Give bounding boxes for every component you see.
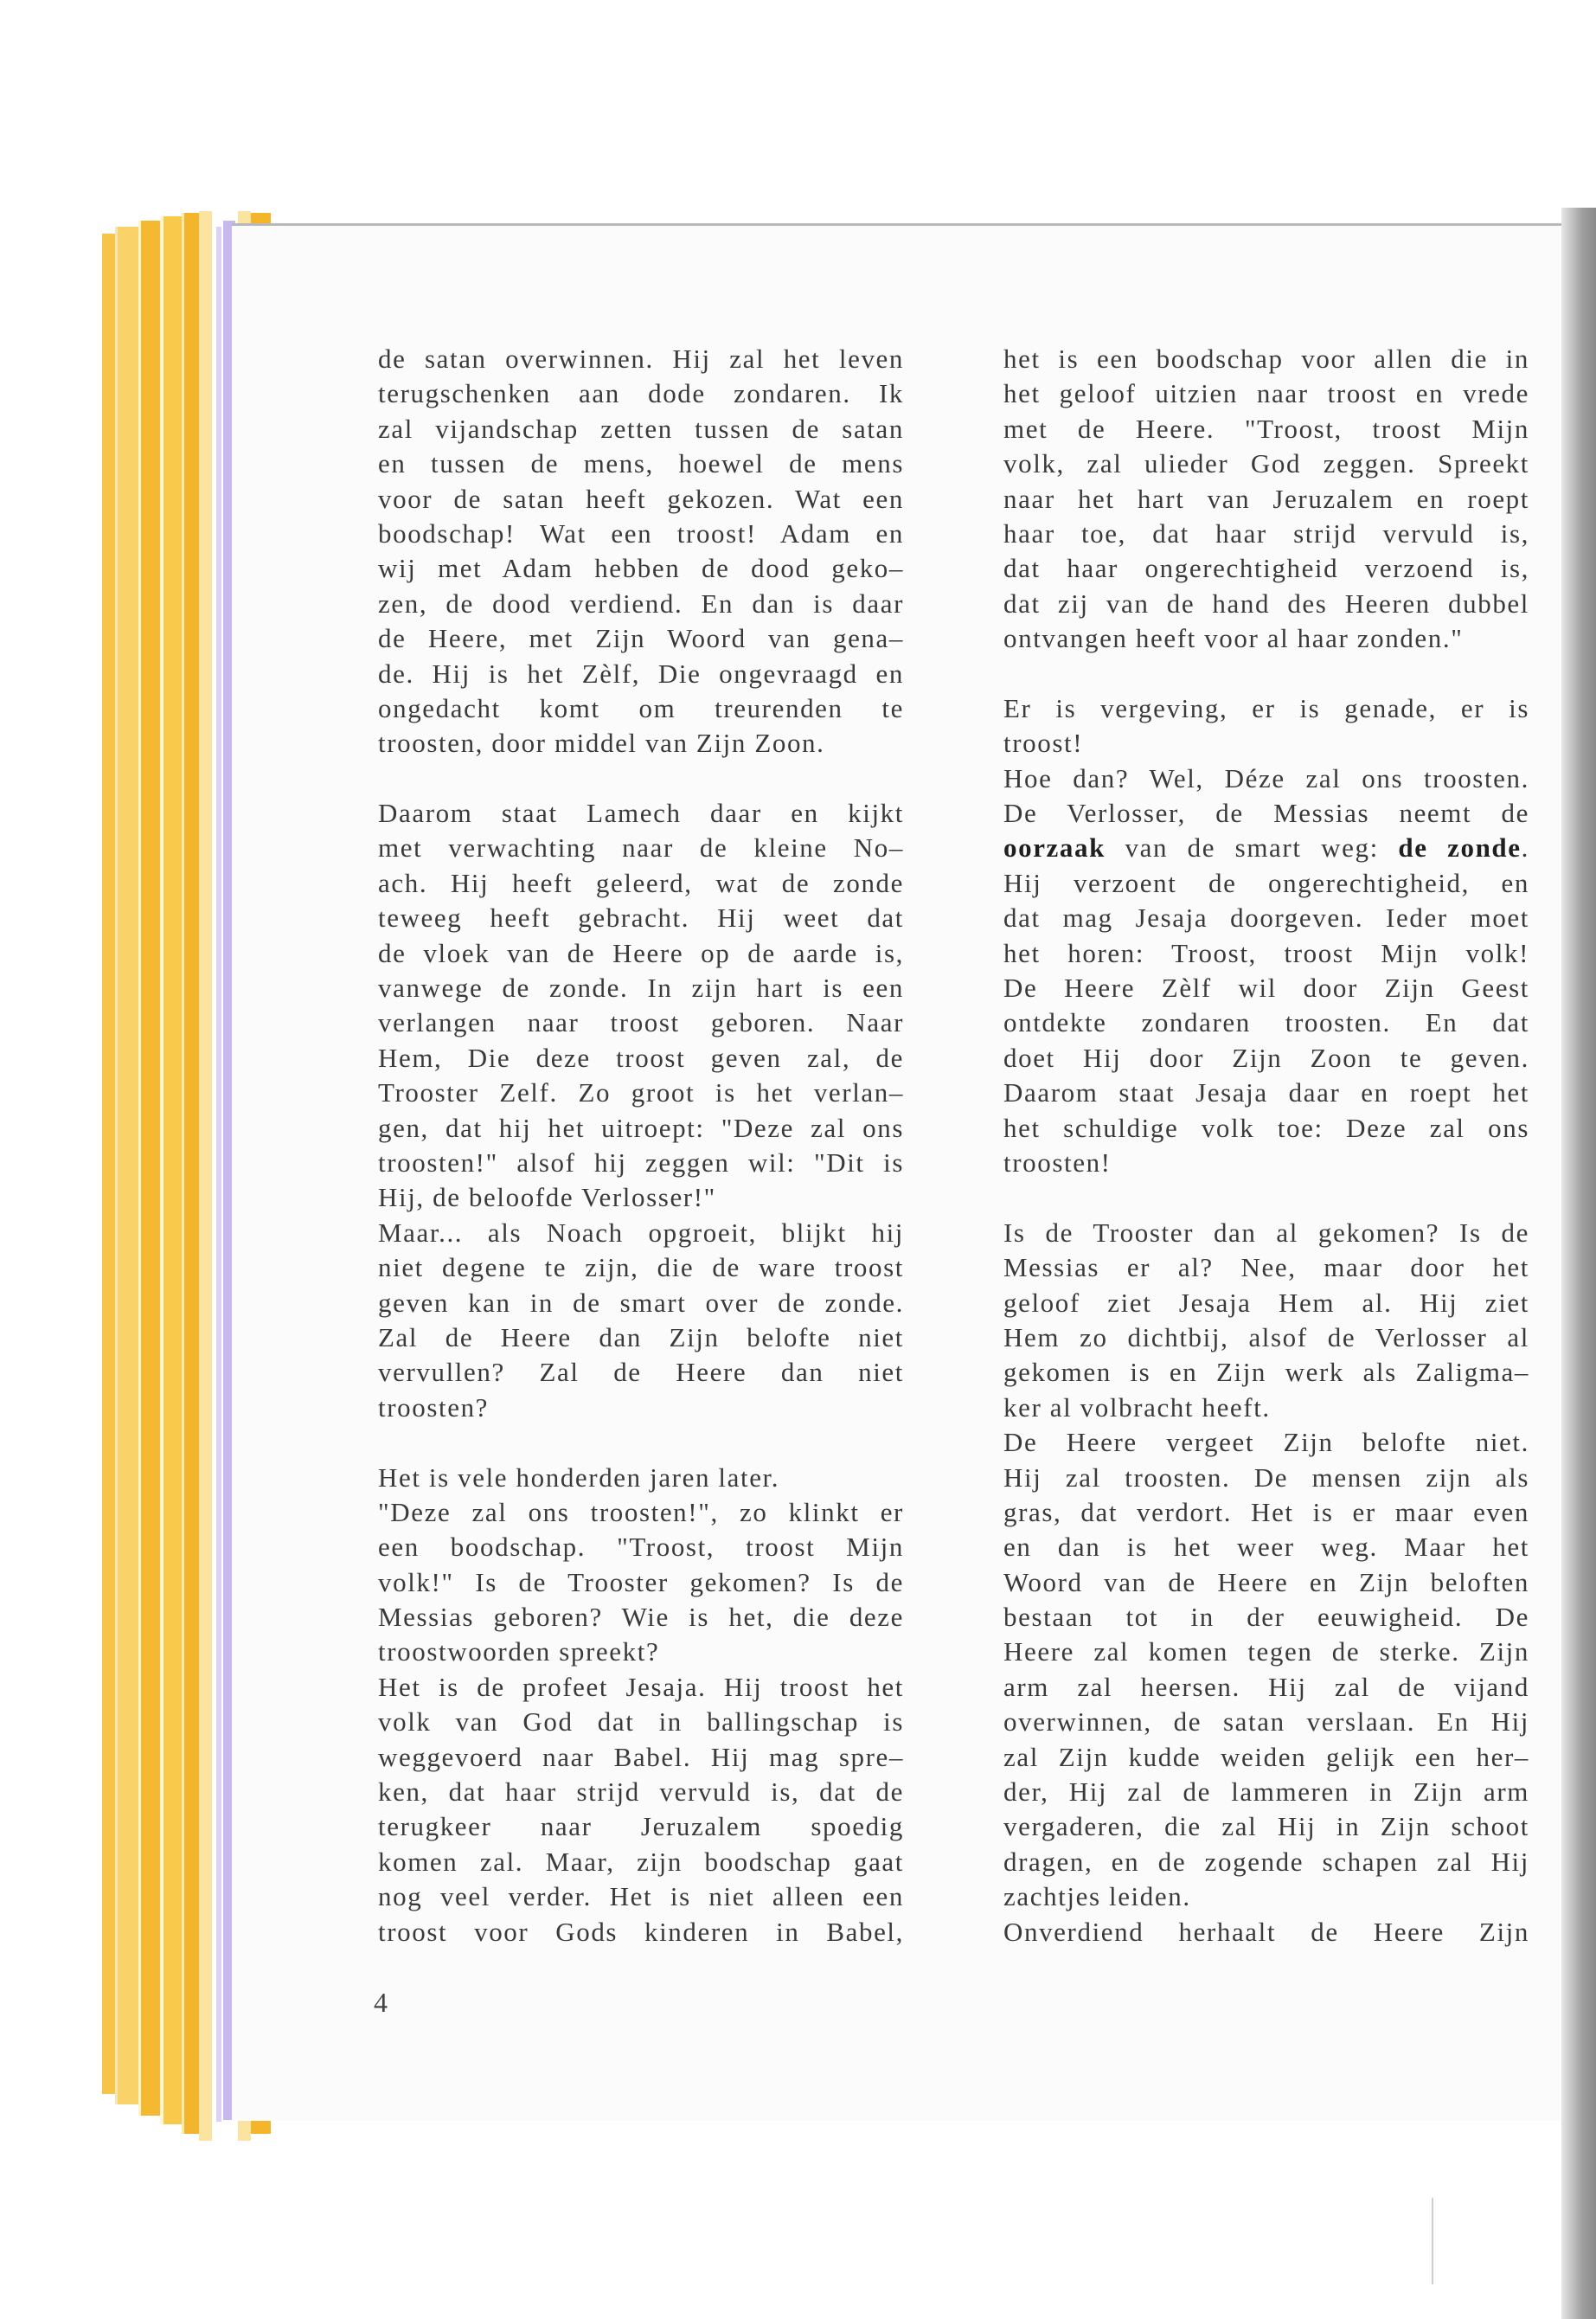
text-line: Hoe dan? Wel, Déze zal ons troosten. — [1003, 762, 1529, 793]
text-line: Het is de profeet Jesaja. Hij troost het — [378, 1671, 904, 1702]
paragraph — [378, 1670, 904, 1950]
text-line: Het is vele honderden jaren later. — [378, 1461, 780, 1493]
text-line: gekomen is en Zijn werk als Zaligma– — [1003, 1357, 1529, 1388]
right-text-column — [1003, 342, 1529, 1950]
text-line: Er is vergeving, er is genade, er is — [1003, 692, 1529, 723]
text-line: troosten? — [378, 1391, 490, 1423]
text-line: doet Hij door Zijn Zoon te geven. — [1003, 1042, 1529, 1073]
text-line: troosten! — [1003, 1147, 1112, 1178]
text-line: Woord van de Heere en Zijn beloften — [1003, 1566, 1529, 1597]
text-line: niet degene te zijn, die de ware troost — [378, 1252, 904, 1283]
text-line: "Deze zal ons troosten!", zo klinkt er — [378, 1496, 904, 1527]
text-line: het schuldige volk toe: Deze zal ons — [1003, 1112, 1529, 1143]
emphasis-text: oorzaak — [1003, 832, 1106, 864]
left-text-column — [378, 342, 904, 1950]
text-line: de Heere, met Zijn Woord van gena– — [378, 623, 904, 654]
text-line: vergaderen, die zal Hij in Zijn schoot — [1003, 1811, 1529, 1842]
text-line: dat mag Jesaja doorgeven. Ieder moet — [1003, 903, 1529, 934]
paragraph — [1003, 1425, 1529, 1914]
text-line: naar het hart van Jeruzalem en roept — [1003, 483, 1529, 514]
spine-shadow — [1561, 208, 1596, 2319]
text-line: Hem zo dichtbij, alsof de Verlosser al — [1003, 1321, 1529, 1352]
text-line: een boodschap. "Troost, troost Mijn — [378, 1532, 904, 1563]
text-line: en dan is het weer weg. Maar het — [1003, 1532, 1529, 1563]
text-line: Hij zal troosten. De mensen zijn als — [1003, 1461, 1529, 1493]
text-line: de satan overwinnen. Hij zal het leven — [378, 344, 904, 374]
text-line: Daarom staat Jesaja daar en roept het — [1003, 1077, 1529, 1108]
text-line: troostwoorden spreekt? — [378, 1636, 660, 1667]
text-line: Messias er al? Nee, maar door het — [1003, 1252, 1529, 1283]
text-line: wij met Adam hebben de dood geko– — [378, 553, 904, 584]
text-line: terugschenken aan dode zondaren. Ik — [378, 378, 904, 409]
text-line: der, Hij zal de lammeren in Zijn arm — [1003, 1776, 1529, 1808]
text-line: Hij, de beloofde Verlosser!" — [378, 1182, 716, 1213]
paragraph — [378, 1461, 904, 1670]
text-line: dat zij van de hand des Heeren dubbel — [1003, 588, 1529, 619]
text-line: zachtjes leiden. — [1003, 1881, 1191, 1912]
text-fragment: . — [1521, 832, 1529, 864]
text-line: het geloof uitzien naar troost en vrede — [1003, 378, 1529, 409]
text-line: haar toe, dat haar strijd vervuld is, — [1003, 517, 1529, 549]
text-line: ach. Hij heeft geleerd, wat de zonde — [378, 867, 904, 898]
paragraph — [378, 796, 904, 1216]
text-line: met verwachting naar de kleine No– — [378, 832, 904, 864]
text-fragment: van de smart weg: — [1105, 832, 1399, 864]
text-line: boodschap! Wat een troost! Adam en — [378, 517, 904, 549]
text-line: dragen, en de zogende schapen zal Hij — [1003, 1846, 1529, 1877]
text-line: troosten, door middel van Zijn Zoon. — [378, 728, 825, 759]
text-line: terugkeer naar Jeruzalem spoedig — [378, 1811, 904, 1842]
scan-mark — [1432, 2198, 1433, 2284]
text-line: Heere zal komen tegen de sterke. Zijn — [1003, 1636, 1529, 1667]
text-line: weggevoerd naar Babel. Hij mag spre– — [378, 1741, 904, 1772]
text-line: ontdekte zondaren troosten. En dat — [1003, 1007, 1529, 1038]
text-line: en tussen de mens, hoewel de mens — [378, 448, 904, 479]
text-line: volk, zal ulieder God zeggen. Spreekt — [1003, 448, 1529, 479]
text-line: vervullen? Zal de Heere dan niet — [378, 1357, 904, 1388]
text-line: troost voor Gods kinderen in Babel, — [378, 1916, 904, 1947]
paragraph — [1003, 1915, 1529, 1950]
text-line: Hij verzoent de ongerechtigheid, en — [1003, 867, 1529, 898]
text-line: teweeg heeft gebracht. Hij weet dat — [378, 903, 904, 934]
text-line: met de Heere. "Troost, troost Mijn — [1003, 413, 1529, 444]
text-line: gras, dat verdort. Het is er maar even — [1003, 1496, 1529, 1527]
text-line: Messias geboren? Wie is het, die deze — [378, 1602, 904, 1633]
text-line — [1003, 831, 1529, 865]
text-line: Hem, Die deze troost geven zal, de — [378, 1042, 904, 1073]
paragraph — [378, 342, 904, 761]
paragraph — [1003, 342, 1529, 657]
text-line: zen, de dood verdiend. En dan is daar — [378, 588, 904, 619]
text-line: dat haar ongerechtigheid verzoend is, — [1003, 553, 1529, 584]
paragraph — [1003, 1216, 1529, 1425]
text-line: ken, dat haar strijd vervuld is, dat de — [378, 1776, 904, 1808]
text-line: Is de Trooster dan al gekomen? Is de — [1003, 1217, 1529, 1248]
text-line: Maar... als Noach opgroeit, blijkt hij — [378, 1217, 904, 1248]
text-line: vanwege de zonde. In zijn hart is een — [378, 973, 904, 1004]
text-line: geloof ziet Jesaja Hem al. Hij ziet — [1003, 1287, 1529, 1318]
text-line: overwinnen, de satan verslaan. En Hij — [1003, 1706, 1529, 1738]
paragraph — [1003, 761, 1529, 1181]
text-line: troost! — [1003, 728, 1084, 759]
text-line: Trooster Zelf. Zo groot is het verlan– — [378, 1077, 904, 1108]
text-line: de. Hij is het Zèlf, Die ongevraagd en — [378, 658, 904, 689]
text-line: bestaan tot in der eeuwigheid. De — [1003, 1602, 1529, 1633]
text-line: volk van God dat in ballingschap is — [378, 1706, 904, 1738]
text-line: gen, dat hij het uitroept: "Deze zal ons — [378, 1112, 904, 1143]
text-line: zal Zijn kudde weiden gelijk een her– — [1003, 1741, 1529, 1772]
text-line: komen zal. Maar, zijn boodschap gaat — [378, 1846, 904, 1877]
paragraph — [378, 1216, 904, 1425]
text-line: Zal de Heere dan Zijn belofte niet — [378, 1321, 904, 1352]
text-line: volk!" Is de Trooster gekomen? Is de — [378, 1566, 904, 1597]
text-line: het horen: Troost, troost Mijn volk! — [1003, 937, 1529, 968]
page-number: 4 — [374, 1987, 388, 2018]
text-line: het is een boodschap voor allen die in — [1003, 344, 1529, 374]
text-line: troosten!" alsof hij zeggen wil: "Dit is — [378, 1147, 904, 1178]
text-line: De Verlosser, de Messias neemt de — [1003, 798, 1529, 829]
text-line: ker al volbracht heeft. — [1003, 1391, 1271, 1423]
text-line: voor de satan heeft gekozen. Wat een — [378, 483, 904, 514]
text-line: ongedacht komt om treurenden te — [378, 692, 904, 723]
page-edge-strip — [216, 227, 221, 2122]
text-line: arm zal heersen. Hij zal de vijand — [1003, 1671, 1529, 1702]
paragraph — [1003, 691, 1529, 761]
text-line: de vloek van de Heere op de aarde is, — [378, 937, 904, 968]
emphasis-text: de zonde — [1398, 832, 1522, 864]
text-line: zal vijandschap zetten tussen de satan — [378, 413, 904, 444]
text-line: nog veel verder. Het is niet alleen een — [378, 1881, 904, 1912]
text-line: De Heere Zèlf wil door Zijn Geest — [1003, 973, 1529, 1004]
text-line: Daarom staat Lamech daar en kijkt — [378, 798, 904, 829]
text-line: geven kan in de smart over de zonde. — [378, 1287, 904, 1318]
text-line: verlangen naar troost geboren. Naar — [378, 1007, 904, 1038]
text-line: ontvangen heeft voor al haar zonden." — [1003, 623, 1464, 654]
text-line: Onverdiend herhaalt de Heere Zijn — [1003, 1916, 1529, 1947]
text-line: De Heere vergeet Zijn belofte niet. — [1003, 1427, 1529, 1458]
